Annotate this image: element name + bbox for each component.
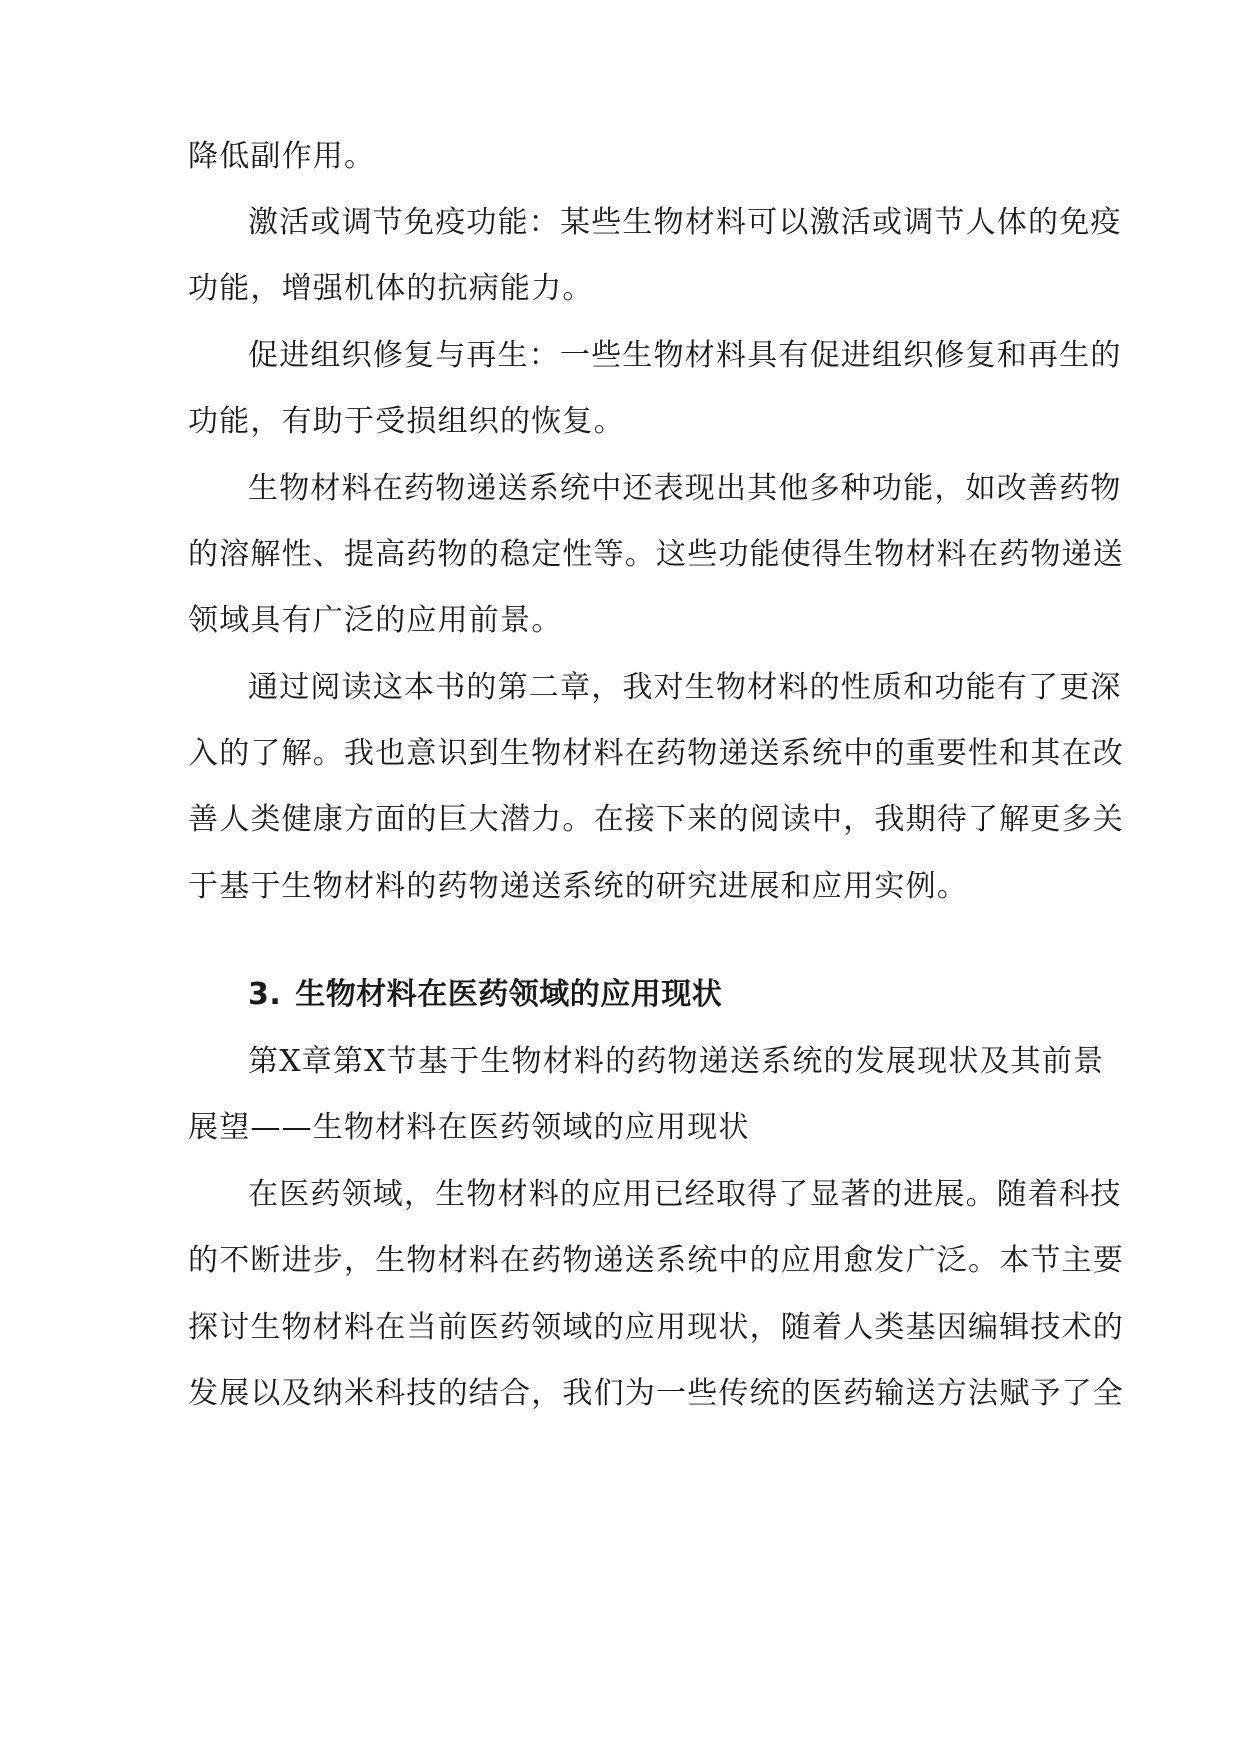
section-number: 3. [248, 977, 282, 1012]
text-line: 功能，有助于受损组织的恢复。 [188, 404, 625, 439]
text-line: 生物材料在药物递送系统中还表现出其他多种功能，如改善药物 [248, 471, 1122, 506]
text-line: 的溶解性、提高药物的稳定性等。这些功能使得生物材料在药物递送 [188, 537, 1124, 572]
text-line: 领域具有广泛的应用前景。 [188, 603, 563, 638]
text-line: 入的了解。我也意识到生物材料在药物递送系统中的重要性和其在改 [188, 736, 1124, 771]
text-line: 展望——生物材料在医药领域的应用现状 [188, 1110, 750, 1145]
text-line: 功能，增强机体的抗病能力。 [188, 271, 594, 306]
text-line: 在医药领域，生物材料的应用已经取得了显著的进展。随着科技 [248, 1177, 1122, 1212]
text-line: 降低副作用。 [188, 139, 376, 174]
text-line: 发展以及纳米科技的结合，我们为一些传统的医药输送方法赋予了全 [188, 1376, 1124, 1411]
section-heading [248, 975, 1058, 1015]
text-line: 促进组织修复与再生：一些生物材料具有促进组织修复和再生的 [248, 338, 1122, 373]
text-line: 善人类健康方面的巨大潜力。在接下来的阅读中，我期待了解更多关 [188, 802, 1124, 837]
text-line: 通过阅读这本书的第二章，我对生物材料的性质和功能有了更深 [248, 670, 1122, 705]
text-line: 的不断进步，生物材料在药物递送系统中的应用愈发广泛。本节主要 [188, 1243, 1124, 1278]
text-line: 于基于生物材料的药物递送系统的研究进展和应用实例。 [188, 869, 968, 904]
section-title: 生物材料在医药领域的应用现状 [295, 977, 723, 1012]
text-line: 探讨生物材料在当前医药领域的应用现状，随着人类基因编辑技术的 [188, 1310, 1124, 1345]
text-line: 激活或调节免疫功能：某些生物材料可以激活或调节人体的免疫 [248, 205, 1122, 240]
text-line: 第X章第X节基于生物材料的药物递送系统的发展现状及其前景 [248, 1044, 1105, 1079]
